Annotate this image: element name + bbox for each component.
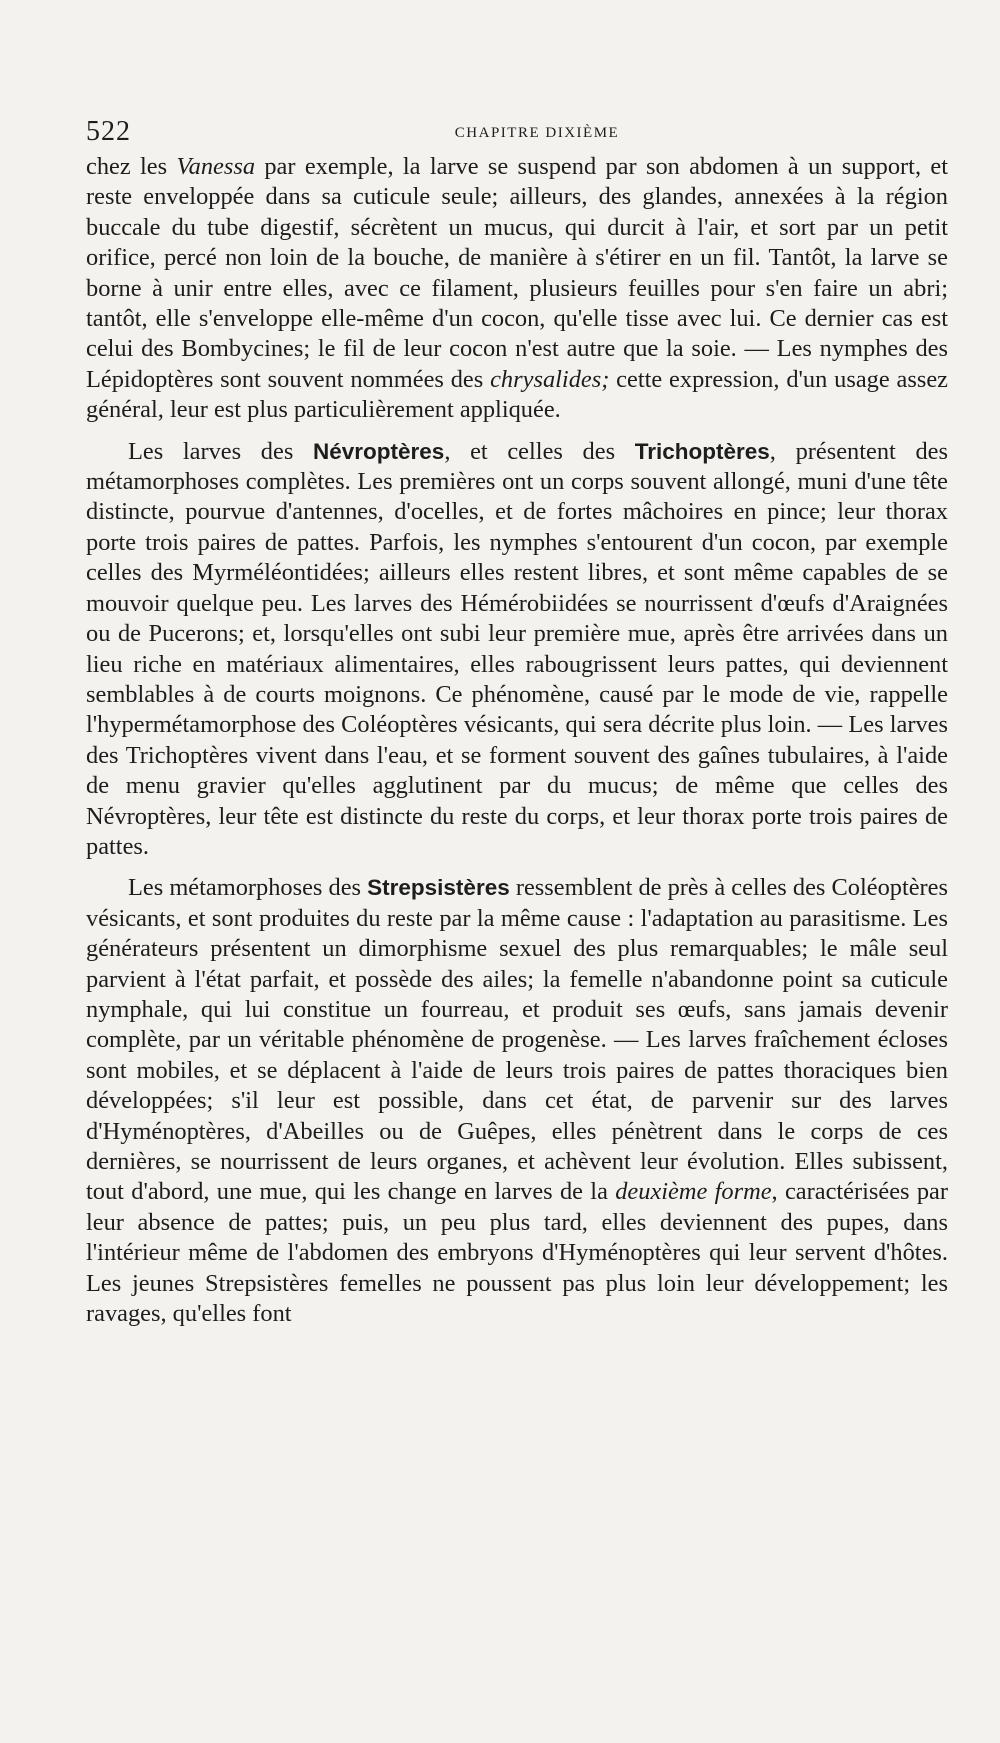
running-head (86, 116, 948, 152)
italic-term-chrysalides: chrysalides; (490, 365, 610, 393)
paragraph-2-text-1: Les larves des (128, 437, 313, 465)
bold-term-strepsisteres: Strepsistères (367, 875, 510, 901)
paragraph-2 (86, 437, 948, 863)
paragraph-3-text-2: ressemblent de près à celles des Coléoptères vésicants, et sont produites du reste par la même cause : l'adaptation au parasitisme. Les générateurs présentent un dimorphisme sexuel des plus remarquables; le mâle seul parvient à l'état parfait, et possède des ailes; la femelle n'abandonne point sa cuticule nymphale, qui lui constitue un fourreau, et produit ses œufs, sans jamais devenir complète, par un véritable phénomène de progenèse. — Les larves fraîchement écloses sont mobiles, et se déplacent à l'aide de leurs trois paires de pattes thoraciques bien développées; s'il leur est possible, dans cet état, de parvenir sur des larves d'Hyménoptères, d'Abeilles ou de Guêpes, elles pénètrent dans le corps de ces dernières, se nourrissent de leurs organes, et achèvent leur évolution. Elles subissent, tout d'abord, une mue, qui les change en larves de la (86, 874, 948, 1206)
paragraph-1 (86, 152, 948, 426)
paragraph-2-text-2: , et celles des (444, 437, 635, 465)
chapter-title: CHAPITRE DIXIÈME (454, 125, 620, 141)
paragraph-1-text-2: par exemple, la larve se suspend par son abdomen à un support, et reste enveloppée dans sa cuticule seule; ailleurs, des glandes, annexées à la région buccale du tube digestif, sécrètent un mucus, qui durcit à l'air, et sort par un petit orifice, percé non loin de la bouche, de manière à s'étirer en un fil. Tantôt, la larve se borne à unir entre elles, avec ce filament, plusieurs feuilles pour s'en faire un abri; tantôt, elle s'enveloppe elle-même d'un cocon, qu'elle tisse avec lui. Ce dernier cas est celui des Bombycines; le fil de leur cocon n'est autre que la soie. — Les nymphes des Lépidoptères sont souvent nommées des (86, 153, 948, 393)
italic-term-vanessa: Vanessa (176, 153, 256, 180)
bold-term-nevropteres: Névroptères (313, 438, 445, 464)
paragraph-3-text-3: , caractérisées par leur absence de pattes; puis, un peu plus tard, elles deviennent des pupes, dans l'intérieur même de l'abdomen des embryons d'Hyménoptères qui leur servent d'hôtes. Les jeunes Strepsistères femelles ne poussent pas plus loin leur développement; les ravages, qu'elles font (86, 1178, 948, 1328)
paragraph-3 (86, 873, 948, 1329)
italic-term-deuxieme-forme: deuxième forme (615, 1178, 772, 1206)
page-number: 522 (86, 116, 131, 147)
paragraph-1-text-3: cette expression, d'un usage assez général, leur est plus particulièrement appliquée. (86, 365, 948, 424)
paragraph-1-text-1: chez les (86, 153, 177, 180)
paragraph-2-text-3: , présentent des métamorphoses complètes. Les premières ont un corps souvent allongé, muni d'une tête distincte, pourvue d'antennes, d'ocelles, et de fortes mâchoires en pince; leur thorax porte trois paires de pattes. Parfois, les nymphes s'entourent d'un cocon, par exemple celles des Myrméléontidées; ailleurs elles restent libres, et sont même capables de se mouvoir quelque peu. Les larves des Hémérobiidées se nourrissent d'œufs d'Araignées ou de Pucerons; et, lorsqu'elles ont subi leur première mue, après être arrivées dans un lieu riche en matériaux alimentaires, elles rabougrissent leurs pattes, qui deviennent semblables à de courts moignons. Ce phénomène, causé par le mode de vie, rappelle l'hypermétamorphose des Coléoptères vésicants, qui sera décrite plus loin. — Les larves des Trichoptères vivent dans l'eau, et se forment souvent des gaînes tubulaires, à l'aide de menu gravier qu'elles agglutinent par du mucus; de même que celles des Névroptères, leur tête est distincte du reste du corps, et leur thorax porte trois paires de pattes. (86, 437, 948, 860)
bold-term-trichopteres: Trichoptères (634, 438, 770, 464)
paragraph-3-text-1: Les métamorphoses des (128, 874, 368, 902)
